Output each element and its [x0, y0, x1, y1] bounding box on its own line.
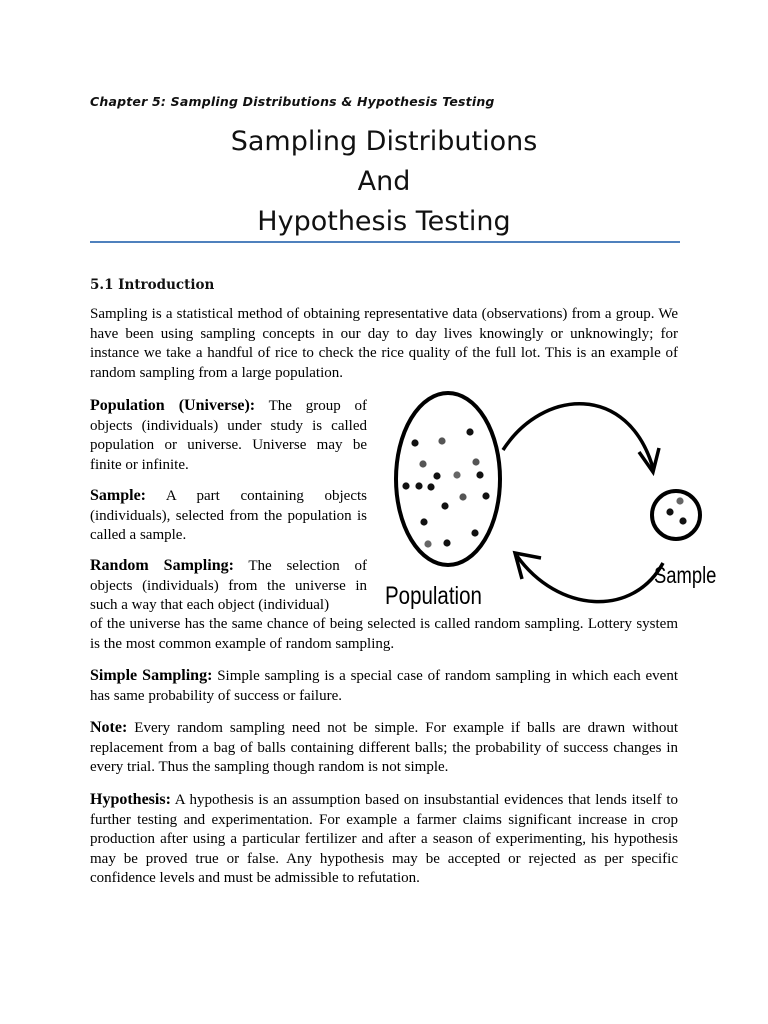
population-dots [402, 428, 489, 547]
population-circle [396, 393, 500, 565]
arrow-to-population [517, 556, 663, 602]
population-paragraph [90, 396, 367, 475]
random-sampling-term: Random Sampling: [90, 557, 234, 574]
hypothesis-term: Hypothesis: [90, 791, 171, 808]
sample-circle [652, 491, 700, 539]
population-definition: The group of objects (individuals) under study is called population or universe. Universe may be finite or infinite. [90, 398, 367, 473]
note-term: Note: [90, 719, 128, 736]
population-term: Population (Universe): [90, 397, 256, 414]
random-sampling-definition-a: The selection of objects (individuals) from the universe in such a way that each object (individual) [90, 558, 368, 613]
title-line-3: Hypothesis Testing [257, 206, 511, 237]
section-heading: 5.1 Introduction [90, 277, 215, 293]
sample-dots [666, 497, 686, 524]
simple-sampling-term: Simple Sampling: [90, 667, 213, 684]
simple-sampling-paragraph [90, 666, 678, 706]
note-paragraph [90, 718, 678, 778]
hypothesis-paragraph [90, 790, 678, 889]
intro-paragraph: Sampling is a statistical method of obtaining representative data (observations) from a group. We have been using sampling concepts in our day to day lives knowingly or unknowingly; for instance we take a handful of rice to check the rice quality of the full lot. This is an example of random sampling from a large population. [90, 306, 678, 381]
sample-label: Sample [654, 562, 717, 588]
sample-paragraph [90, 486, 367, 546]
title-divider [90, 241, 680, 243]
random-sampling-continuation: of the universe has the same chance of being selected is called random sampling. Lottery system is the most common example of random sampling. [90, 616, 678, 652]
population-label: Population [385, 582, 482, 610]
hypothesis-definition: A hypothesis is an assumption based on insubstantial evidences that lends itself to further testing and experimentation. For example a farmer claims significant increase in crop production after using a particular fertilizer and after a season of experimenting, his hypothesis may be proved true or false. Any hypothesis may be accepted or rejected as per specific confidence levels and must be admissible to refutation. [90, 792, 678, 886]
page-title [90, 122, 678, 242]
chapter-header: Chapter 5: Sampling Distributions & Hypothesis Testing [90, 94, 495, 109]
title-line-1: Sampling Distributions [230, 126, 538, 157]
simple-sampling-definition: Simple sampling is a special case of random sampling in which each event has same probability of success or failure. [90, 668, 679, 704]
random-sampling-paragraph [90, 556, 367, 616]
note-text: Every random sampling need not be simple. For example if balls are drawn without replacement from a bag of balls containing different balls; the probability of success changes in every trial. Thus the sampling though random is not simple. [90, 720, 678, 775]
arrow-to-sample [503, 404, 653, 468]
title-line-2: And [357, 166, 411, 197]
sample-term: Sample: [90, 487, 146, 504]
sample-definition: A part containing objects (individuals), selected from the population is called a sample. [90, 488, 367, 543]
